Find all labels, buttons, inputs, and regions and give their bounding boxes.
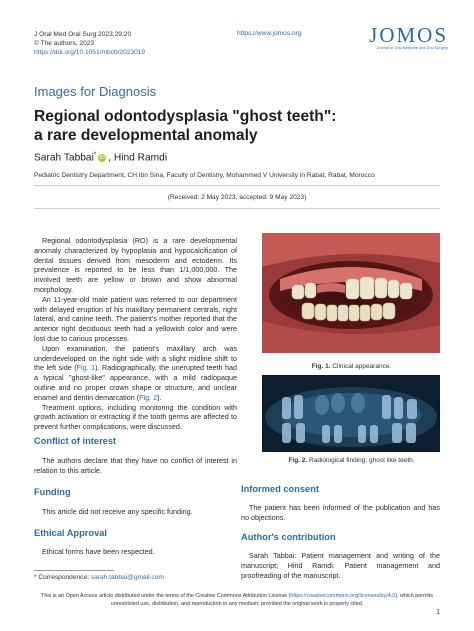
correspondence-label: * Correspondence: bbox=[34, 574, 89, 581]
title-line-1: Regional odontodysplasia "ghost teeth": bbox=[34, 108, 337, 125]
text-run: Upon examination, the patient's maxillary arch was underdeveloped on the right side with a slight midline shift to the left side ( bbox=[34, 343, 237, 373]
article-title bbox=[34, 107, 444, 145]
contribution-text bbox=[241, 551, 440, 580]
figure-1-link[interactable]: Fig. 1 bbox=[76, 363, 96, 373]
paragraph: An 11-year-old male patient was referred to our department with delayed eruption of his maxillary permanent centrals, right lateral, and canine teeth. The patient's mother reported that the anterior right deciduous teeth had a yellowish color and were lost due to carious processes. bbox=[34, 294, 237, 343]
copyright: © The authors, 2023 bbox=[34, 40, 95, 48]
consent-heading: Informed consent bbox=[241, 484, 319, 494]
license-text: This is an Open Access article distributed under the terms of the Creative Commons Attribution License ( bbox=[41, 593, 291, 599]
journal-meta bbox=[34, 30, 145, 58]
affiliation: Pediatric Dentistry Department, CH Ibn Sina, Faculty of Dentistry, Mohammed V University in Rabat, Rabat, Morocco bbox=[34, 172, 375, 179]
paragraph: Regional odontodysplasia (RO) is a rare developmental anomaly characterized by hypoplasia and hypocalcification of dental tissues derived from mesoderm and ectoderm. Its prevalence is reported to be less than 1/1,000,000. The involved teeth are yellow or brown and show abnormal morphology. bbox=[34, 236, 237, 294]
figure-2-caption bbox=[250, 457, 453, 464]
consent-text bbox=[241, 503, 440, 523]
conflict-text bbox=[34, 456, 237, 476]
text-run: ). Radiographically, the unerupted teeth had a typical "ghost-like" appearance, with a mild radiopaque outline and no proper crown shape or structure, and unclear enamel and dentin demarcation ( bbox=[34, 363, 237, 402]
text-run: ). bbox=[157, 392, 162, 402]
page-number: 1 bbox=[436, 609, 440, 616]
license-link[interactable]: https://creativecommons.org/licenses/by/4.0 bbox=[290, 593, 396, 599]
caption-text: Radiological finding: ghost like teeth. bbox=[309, 457, 415, 464]
author-name: , Hind Ramdi bbox=[108, 152, 168, 164]
figure-2-image bbox=[262, 375, 440, 452]
body-text bbox=[34, 236, 237, 432]
ethics-heading: Ethical Approval bbox=[34, 528, 108, 538]
divider bbox=[34, 208, 440, 209]
doi-link[interactable]: https://doi.org/10.1051/mbcb/2023019 bbox=[34, 49, 146, 57]
figure-2-link[interactable]: Fig. 2 bbox=[139, 392, 158, 402]
footnote-rule bbox=[34, 570, 114, 571]
funding-text bbox=[34, 507, 237, 517]
logo-tagline: Journal of Oral Medicine and Oral Surgery bbox=[376, 46, 448, 50]
license-notice bbox=[0, 592, 474, 608]
logo-wordmark: JOMOS bbox=[369, 23, 448, 47]
correspondence-email-link[interactable]: sarah.tabbai@gmail.com bbox=[90, 574, 164, 581]
journal-url-link[interactable]: https://www.jomos.org bbox=[237, 30, 302, 37]
paragraph: This article did not receive any specific funding. bbox=[42, 507, 193, 516]
paragraph: The patient has been informed of the publication and has no objections. bbox=[241, 503, 440, 522]
license-text: ), which permits bbox=[395, 593, 433, 599]
paragraph: The authors declare that they have no conflict of interest in relation to this article. bbox=[34, 456, 237, 475]
contribution-heading: Author's contribution bbox=[241, 532, 336, 542]
section-label: Images for Diagnosis bbox=[34, 84, 157, 99]
paragraph bbox=[34, 344, 237, 403]
figure-1-image bbox=[262, 233, 440, 353]
divider bbox=[34, 185, 440, 186]
paragraph: Sarah Tabbai: Patient management and writing of the manuscript; Hind Ramdi: Patient management and proofreading of the manuscript. bbox=[241, 551, 440, 580]
title-line-2: a rare developmental anomaly bbox=[34, 127, 258, 144]
author-list bbox=[34, 152, 167, 163]
license-text: unrestricted use, distribution, and reproduction in any medium, provided the original work is properly cited. bbox=[110, 601, 364, 607]
received-dates: (Received: 2 May 2023, accepted: 9 May 2023) bbox=[167, 194, 307, 201]
funding-heading: Funding bbox=[34, 487, 71, 497]
correspondence-mark: * bbox=[93, 152, 97, 158]
author-name: Sarah Tabbai bbox=[34, 152, 94, 164]
ethics-text bbox=[34, 547, 237, 557]
journal-logo bbox=[369, 25, 448, 50]
correspondence-note bbox=[34, 574, 164, 581]
paragraph: Ethical forms have been respected. bbox=[42, 547, 155, 556]
orcid-icon[interactable]: iD bbox=[99, 155, 105, 162]
conflict-heading: Conflict of interest bbox=[34, 436, 117, 446]
caption-label: Fig. 2. bbox=[288, 457, 308, 464]
figure-1-caption bbox=[250, 363, 453, 370]
caption-text: Clinical appearance. bbox=[332, 363, 392, 370]
paragraph: Treatment options, including monitoring the condition with growth activation or extracting if the tooth germs are affected to prevent further complications, were discussed. bbox=[34, 402, 237, 432]
citation: J Oral Med Oral Surg 2023;29:20 bbox=[34, 31, 132, 38]
caption-label: Fig. 1. bbox=[311, 363, 331, 370]
